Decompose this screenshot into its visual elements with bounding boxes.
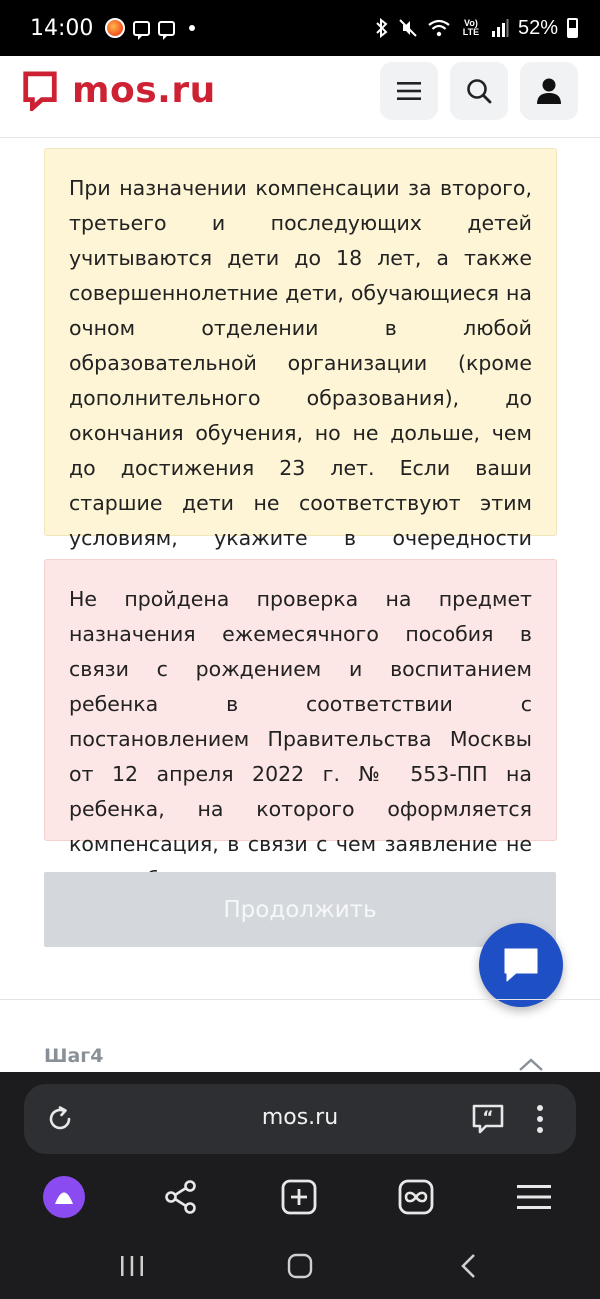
chevron-up-icon[interactable] bbox=[518, 1058, 544, 1072]
status-time: 14:00 bbox=[30, 15, 94, 41]
recents-button[interactable] bbox=[112, 1250, 152, 1282]
chat-support-button[interactable] bbox=[479, 923, 563, 1007]
chat-icon bbox=[133, 21, 150, 36]
recents-icon bbox=[119, 1254, 145, 1278]
mute-icon bbox=[398, 18, 418, 38]
new-tab-button[interactable] bbox=[277, 1175, 321, 1219]
home-icon bbox=[287, 1253, 313, 1279]
notification-icons bbox=[105, 18, 195, 38]
continue-button[interactable]: Продолжить bbox=[44, 872, 556, 947]
tabs-icon bbox=[398, 1179, 434, 1215]
error-notice bbox=[44, 559, 557, 856]
chat-bubble-icon bbox=[502, 946, 540, 984]
more-vert-icon bbox=[536, 1104, 544, 1134]
app-notification-icon bbox=[105, 18, 125, 38]
search-icon bbox=[466, 78, 492, 104]
status-bar bbox=[0, 0, 600, 56]
menu-button[interactable] bbox=[380, 62, 438, 120]
share-button[interactable] bbox=[159, 1175, 203, 1219]
url-text[interactable]: mos.ru bbox=[261, 1105, 339, 1130]
section-divider bbox=[0, 999, 600, 1000]
new-tab-icon bbox=[281, 1179, 317, 1215]
back-button[interactable] bbox=[448, 1250, 488, 1282]
info-notice bbox=[44, 148, 557, 550]
browser-menu-button[interactable] bbox=[512, 1175, 556, 1219]
svg-text:“: “ bbox=[482, 1108, 494, 1128]
more-button[interactable] bbox=[522, 1101, 558, 1137]
profile-button[interactable] bbox=[520, 62, 578, 120]
alice-button[interactable] bbox=[42, 1175, 86, 1219]
chat-icon bbox=[158, 21, 175, 36]
site-header bbox=[0, 56, 600, 138]
menu-icon bbox=[516, 1184, 552, 1210]
battery-icon bbox=[567, 18, 578, 38]
system-navigation-bar bbox=[0, 1232, 600, 1299]
error-notice-text: Не пройдена проверка на предмет назначения ежемесячного пособия в связи с рождением и воспитанием ребенка в соответствии с постановлением Правительства Москвы от 12 апреля 2022 г. № 553-ПП на ребенка, на которого оформляется компенсация, в связи с чем заявление не bbox=[69, 587, 532, 856]
reader-button[interactable] bbox=[470, 1101, 506, 1137]
bluetooth-icon bbox=[375, 18, 389, 38]
tabs-button[interactable] bbox=[394, 1175, 438, 1219]
alice-icon bbox=[42, 1175, 86, 1219]
back-icon bbox=[459, 1253, 477, 1279]
browser-bottom-bar bbox=[0, 1072, 600, 1232]
user-icon bbox=[535, 77, 563, 105]
battery-percent: 52% bbox=[517, 16, 558, 39]
home-button[interactable] bbox=[280, 1250, 320, 1282]
logo-mark-icon bbox=[22, 71, 58, 111]
quote-icon bbox=[472, 1104, 504, 1134]
search-button[interactable] bbox=[450, 62, 508, 120]
step-title: Шаг4 bbox=[44, 1045, 104, 1067]
system-status-icons bbox=[375, 17, 578, 40]
dot-icon bbox=[189, 25, 195, 31]
address-bar[interactable] bbox=[24, 1084, 576, 1154]
signal-icon bbox=[491, 18, 509, 38]
volte-icon: Vo) LTE bbox=[462, 18, 480, 37]
wifi-icon bbox=[427, 18, 451, 38]
mos-ru-logo[interactable] bbox=[22, 70, 216, 111]
logo-text: mos.ru bbox=[72, 70, 216, 111]
share-icon bbox=[163, 1179, 199, 1215]
menu-icon bbox=[396, 81, 422, 101]
info-notice-text: При назначении компенсации за второго, третьего и последующих детей учитываются дети до 18 лет, а также совершеннолетние дети, обучающиеся на очном отделении в любой образовательной организации (кроме дополнительного образования), до окончания обучения, но не дольше, чем до достижения 23 лет. Если ваши старшие дети не соответствуют этим условиям, укажите в очередности bbox=[69, 176, 532, 550]
